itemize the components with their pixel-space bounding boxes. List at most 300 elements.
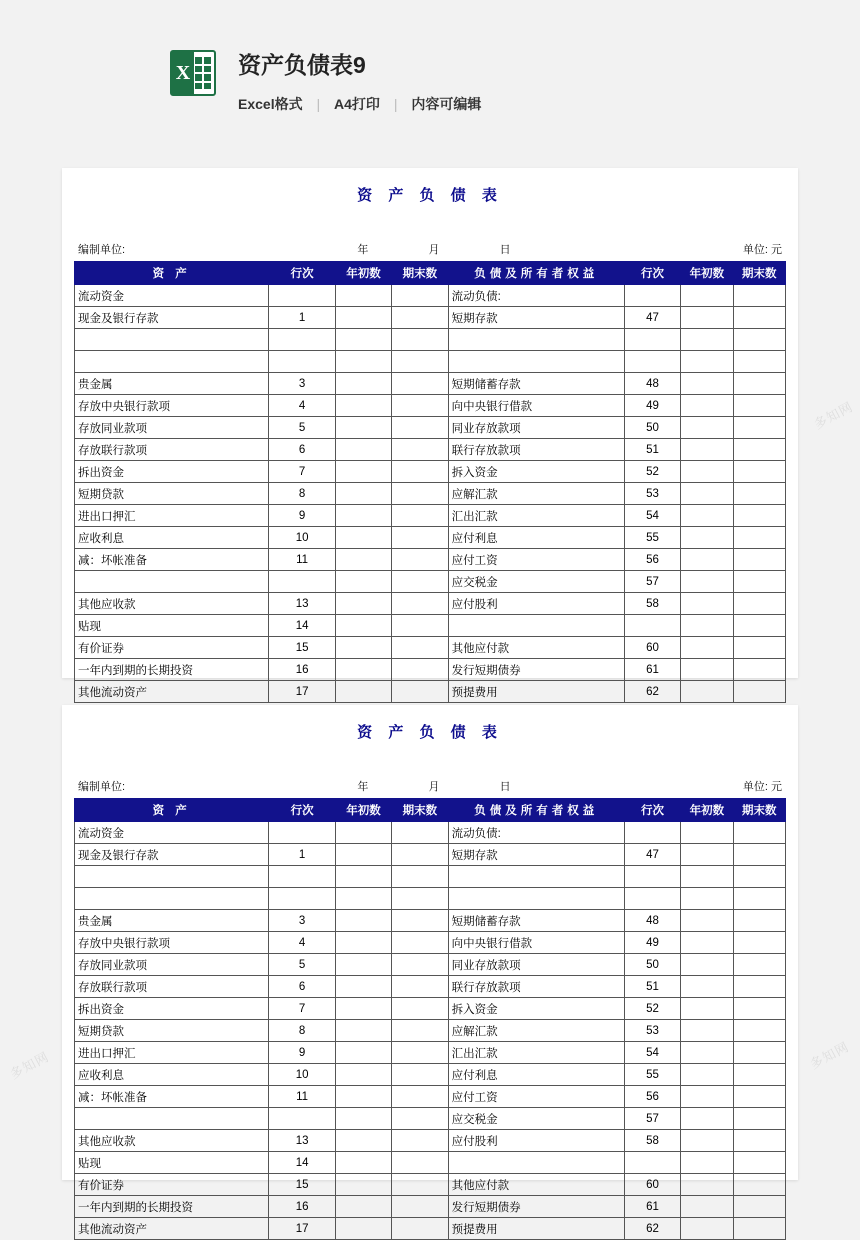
cell-asset-begin <box>335 866 391 888</box>
col-row-no-2: 行次 <box>624 262 680 285</box>
cell-liability-begin <box>681 351 733 373</box>
cell-liability-rowno: 62 <box>624 1218 680 1240</box>
cell-liability-rowno: 58 <box>624 593 680 615</box>
cell-liability-end <box>733 637 785 659</box>
cell-asset-name <box>75 329 269 351</box>
sheet-title-2: 资 产 负 债 表 <box>357 724 503 741</box>
table-row <box>75 637 786 659</box>
cell-liability-name: 汇出汇款 <box>448 505 624 527</box>
cell-liability-name: 联行存放款项 <box>448 439 624 461</box>
cell-liability-rowno: 53 <box>624 483 680 505</box>
col-begin-2b: 年初数 <box>681 799 733 822</box>
cell-liability-name: 其他应付款 <box>448 637 624 659</box>
cell-liability-end <box>733 932 785 954</box>
table-row <box>75 615 786 637</box>
cell-liability-rowno <box>624 866 680 888</box>
cell-asset-end <box>392 681 448 703</box>
cell-asset-rowno <box>269 822 335 844</box>
col-end-2b: 期末数 <box>733 799 785 822</box>
table-row <box>75 1130 786 1152</box>
col-liability-2: 负债及所有者权益 <box>448 799 624 822</box>
cell-asset-end <box>392 910 448 932</box>
table-row <box>75 417 786 439</box>
cell-liability-end <box>733 910 785 932</box>
cell-asset-name: 有价证券 <box>75 637 269 659</box>
cell-asset-name: 其他应收款 <box>75 593 269 615</box>
cell-liability-rowno: 60 <box>624 1174 680 1196</box>
cell-liability-name: 汇出汇款 <box>448 1042 624 1064</box>
cell-liability-begin <box>681 571 733 593</box>
cell-liability-begin <box>681 307 733 329</box>
cell-liability-rowno: 47 <box>624 307 680 329</box>
balance-sheet-table <box>74 261 786 703</box>
sheet-meta-row <box>74 241 786 261</box>
cell-liability-begin <box>681 976 733 998</box>
cell-asset-rowno: 6 <box>269 976 335 998</box>
cell-asset-name: 现金及银行存款 <box>75 844 269 866</box>
cell-liability-name: 应解汇款 <box>448 1020 624 1042</box>
cell-asset-begin <box>335 615 391 637</box>
cell-liability-rowno: 50 <box>624 417 680 439</box>
cell-asset-rowno: 13 <box>269 593 335 615</box>
table-row <box>75 395 786 417</box>
cell-asset-name: 流动资金 <box>75 822 269 844</box>
table-row <box>75 888 786 910</box>
cell-liability-name: 应付工资 <box>448 1086 624 1108</box>
table-row <box>75 844 786 866</box>
cell-liability-end <box>733 505 785 527</box>
cell-asset-begin <box>335 1108 391 1130</box>
cell-liability-begin <box>681 1196 733 1218</box>
meta-format: Excel格式 <box>238 95 303 112</box>
cell-asset-name <box>75 1108 269 1130</box>
cell-asset-begin <box>335 285 391 307</box>
cell-liability-end <box>733 1218 785 1240</box>
table-body-1 <box>75 285 786 703</box>
cell-liability-end <box>733 1064 785 1086</box>
cell-asset-name: 现金及银行存款 <box>75 307 269 329</box>
cell-asset-name: 贵金属 <box>75 910 269 932</box>
cell-asset-begin <box>335 910 391 932</box>
cell-asset-rowno: 8 <box>269 1020 335 1042</box>
cell-liability-end <box>733 329 785 351</box>
cell-liability-name: 拆入资金 <box>448 998 624 1020</box>
cell-liability-name: 流动负债: <box>448 285 624 307</box>
table-row <box>75 1174 786 1196</box>
cell-liability-end <box>733 307 785 329</box>
cell-liability-end <box>733 483 785 505</box>
cell-asset-rowno: 17 <box>269 1218 335 1240</box>
cell-asset-name: 拆出资金 <box>75 998 269 1020</box>
cell-liability-name <box>448 615 624 637</box>
cell-asset-rowno: 1 <box>269 844 335 866</box>
unit-label-2: 单位: 元 <box>742 781 782 793</box>
cell-asset-end <box>392 527 448 549</box>
cell-liability-end <box>733 593 785 615</box>
cell-liability-rowno: 52 <box>624 998 680 1020</box>
cell-liability-name: 预提费用 <box>448 681 624 703</box>
table-row <box>75 1020 786 1042</box>
cell-asset-begin <box>335 307 391 329</box>
cell-liability-name: 向中央银行借款 <box>448 395 624 417</box>
cell-liability-name: 应交税金 <box>448 1108 624 1130</box>
cell-asset-begin <box>335 461 391 483</box>
cell-liability-end <box>733 1130 785 1152</box>
cell-liability-rowno: 58 <box>624 1130 680 1152</box>
cell-asset-rowno <box>269 351 335 373</box>
cell-asset-end <box>392 1020 448 1042</box>
cell-asset-rowno: 15 <box>269 637 335 659</box>
cell-liability-name <box>448 351 624 373</box>
cell-asset-name: 存放同业款项 <box>75 954 269 976</box>
month-label: 月 <box>428 244 440 256</box>
balance-sheet-table-2 <box>74 798 786 1240</box>
cell-asset-name: 流动资金 <box>75 285 269 307</box>
col-asset-2: 资 产 <box>75 799 269 822</box>
cell-asset-begin <box>335 439 391 461</box>
cell-liability-name: 应付股利 <box>448 593 624 615</box>
table-row <box>75 1108 786 1130</box>
cell-liability-rowno: 56 <box>624 1086 680 1108</box>
table-row <box>75 659 786 681</box>
cell-liability-end <box>733 659 785 681</box>
excel-icon-grid <box>195 57 211 89</box>
cell-asset-end <box>392 1042 448 1064</box>
cell-asset-name: 进出口押汇 <box>75 1042 269 1064</box>
table-row <box>75 483 786 505</box>
cell-liability-name: 应交税金 <box>448 571 624 593</box>
cell-liability-rowno: 57 <box>624 571 680 593</box>
compiling-unit-label-2: 编制单位: <box>78 781 126 793</box>
cell-liability-rowno: 61 <box>624 659 680 681</box>
table-row <box>75 822 786 844</box>
cell-asset-name: 应收利息 <box>75 1064 269 1086</box>
cell-asset-end <box>392 329 448 351</box>
cell-asset-end <box>392 888 448 910</box>
cell-liability-end <box>733 1108 785 1130</box>
cell-liability-begin <box>681 1064 733 1086</box>
cell-liability-end <box>733 615 785 637</box>
cell-asset-begin <box>335 1086 391 1108</box>
cell-asset-begin <box>335 1020 391 1042</box>
table-row <box>75 461 786 483</box>
cell-liability-rowno <box>624 888 680 910</box>
cell-liability-name: 应解汇款 <box>448 483 624 505</box>
cell-asset-end <box>392 461 448 483</box>
cell-liability-end <box>733 1152 785 1174</box>
cell-asset-rowno <box>269 285 335 307</box>
cell-liability-name <box>448 329 624 351</box>
cell-liability-end <box>733 888 785 910</box>
cell-asset-name: 其他流动资产 <box>75 681 269 703</box>
excel-icon-letter: X <box>172 52 194 94</box>
cell-asset-rowno: 14 <box>269 615 335 637</box>
table-row <box>75 285 786 307</box>
cell-asset-name <box>75 888 269 910</box>
table-row <box>75 1196 786 1218</box>
cell-asset-end <box>392 1218 448 1240</box>
cell-asset-end <box>392 1130 448 1152</box>
cell-asset-name: 存放中央银行款项 <box>75 932 269 954</box>
unit-label: 单位: 元 <box>742 244 782 256</box>
table-row <box>75 1042 786 1064</box>
cell-liability-name: 其他应付款 <box>448 1174 624 1196</box>
table-row <box>75 681 786 703</box>
cell-asset-begin <box>335 571 391 593</box>
table-row <box>75 527 786 549</box>
cell-liability-name: 联行存放款项 <box>448 976 624 998</box>
cell-liability-name: 应付利息 <box>448 527 624 549</box>
cell-asset-rowno: 16 <box>269 1196 335 1218</box>
table-row <box>75 307 786 329</box>
cell-asset-rowno <box>269 888 335 910</box>
cell-asset-end <box>392 866 448 888</box>
cell-liability-begin <box>681 1108 733 1130</box>
table-row <box>75 932 786 954</box>
cell-liability-rowno: 54 <box>624 1042 680 1064</box>
cell-liability-rowno: 48 <box>624 373 680 395</box>
col-begin-b: 年初数 <box>335 799 391 822</box>
cell-liability-rowno: 55 <box>624 527 680 549</box>
cell-asset-rowno: 14 <box>269 1152 335 1174</box>
cell-asset-begin <box>335 1196 391 1218</box>
col-begin: 年初数 <box>335 262 391 285</box>
table-header-row <box>75 262 786 285</box>
cell-liability-end <box>733 373 785 395</box>
cell-asset-name <box>75 866 269 888</box>
cell-liability-end <box>733 681 785 703</box>
cell-asset-begin <box>335 351 391 373</box>
day-label: 日 <box>499 244 511 256</box>
cell-liability-rowno: 49 <box>624 395 680 417</box>
cell-liability-begin <box>681 373 733 395</box>
cell-asset-name: 贵金属 <box>75 373 269 395</box>
cell-asset-begin <box>335 637 391 659</box>
cell-asset-rowno: 4 <box>269 395 335 417</box>
cell-liability-rowno: 51 <box>624 439 680 461</box>
meta-separator-1: | <box>316 95 321 112</box>
sheet-meta-row-2 <box>74 778 786 798</box>
date-labels-2 <box>125 778 743 794</box>
cell-asset-name: 减：坏帐准备 <box>75 549 269 571</box>
col-row-no: 行次 <box>269 262 335 285</box>
cell-liability-begin <box>681 1042 733 1064</box>
cell-liability-end <box>733 395 785 417</box>
cell-asset-rowno: 10 <box>269 527 335 549</box>
cell-asset-begin <box>335 593 391 615</box>
cell-asset-end <box>392 417 448 439</box>
cell-liability-end <box>733 527 785 549</box>
cell-liability-begin <box>681 1086 733 1108</box>
table-row <box>75 373 786 395</box>
cell-asset-rowno: 11 <box>269 1086 335 1108</box>
cell-liability-begin <box>681 866 733 888</box>
cell-asset-end <box>392 1196 448 1218</box>
cell-liability-name: 向中央银行借款 <box>448 932 624 954</box>
cell-asset-end <box>392 307 448 329</box>
cell-liability-end <box>733 1020 785 1042</box>
cell-liability-rowno <box>624 285 680 307</box>
cell-liability-begin <box>681 549 733 571</box>
cell-liability-begin <box>681 822 733 844</box>
cell-liability-begin <box>681 395 733 417</box>
cell-asset-rowno: 13 <box>269 1130 335 1152</box>
cell-asset-end <box>392 1152 448 1174</box>
cell-asset-end <box>392 351 448 373</box>
cell-asset-end <box>392 1174 448 1196</box>
sheet-title: 资 产 负 债 表 <box>357 187 503 204</box>
cell-asset-end <box>392 505 448 527</box>
sheet-page-2 <box>62 705 798 1236</box>
cell-asset-rowno: 17 <box>269 681 335 703</box>
cell-asset-rowno <box>269 571 335 593</box>
cell-liability-rowno: 54 <box>624 505 680 527</box>
excel-file-icon <box>170 50 216 96</box>
table-row <box>75 998 786 1020</box>
cell-asset-end <box>392 1064 448 1086</box>
cell-asset-rowno: 15 <box>269 1174 335 1196</box>
cell-liability-rowno <box>624 822 680 844</box>
day-label-2: 日 <box>499 781 511 793</box>
cell-asset-begin <box>335 1174 391 1196</box>
cell-asset-end <box>392 615 448 637</box>
cell-asset-rowno: 11 <box>269 549 335 571</box>
cell-liability-end <box>733 1086 785 1108</box>
cell-liability-rowno <box>624 1152 680 1174</box>
cell-liability-begin <box>681 505 733 527</box>
cell-asset-end <box>392 998 448 1020</box>
cell-asset-name: 有价证券 <box>75 1174 269 1196</box>
cell-asset-begin <box>335 976 391 998</box>
cell-asset-rowno: 3 <box>269 910 335 932</box>
table-body-2 <box>75 822 786 1240</box>
cell-liability-name <box>448 1152 624 1174</box>
cell-liability-begin <box>681 932 733 954</box>
cell-liability-begin <box>681 417 733 439</box>
cell-liability-rowno: 50 <box>624 954 680 976</box>
cell-liability-name: 应付股利 <box>448 1130 624 1152</box>
cell-asset-begin <box>335 549 391 571</box>
cell-liability-rowno: 62 <box>624 681 680 703</box>
cell-liability-begin <box>681 844 733 866</box>
cell-asset-name: 存放联行款项 <box>75 976 269 998</box>
cell-asset-begin <box>335 888 391 910</box>
cell-asset-end <box>392 637 448 659</box>
cell-liability-begin <box>681 1020 733 1042</box>
table-header-row-2 <box>75 799 786 822</box>
cell-liability-end <box>733 1196 785 1218</box>
cell-liability-rowno: 61 <box>624 1196 680 1218</box>
cell-liability-begin <box>681 527 733 549</box>
cell-asset-rowno: 9 <box>269 505 335 527</box>
document-meta <box>238 94 481 114</box>
cell-asset-begin <box>335 681 391 703</box>
cell-liability-begin <box>681 285 733 307</box>
cell-asset-rowno <box>269 866 335 888</box>
cell-liability-rowno <box>624 615 680 637</box>
cell-liability-begin <box>681 593 733 615</box>
cell-asset-begin <box>335 998 391 1020</box>
cell-liability-rowno <box>624 351 680 373</box>
cell-liability-name: 预提费用 <box>448 1218 624 1240</box>
cell-asset-rowno: 10 <box>269 1064 335 1086</box>
cell-liability-end <box>733 976 785 998</box>
cell-asset-begin <box>335 1218 391 1240</box>
cell-liability-begin <box>681 1174 733 1196</box>
cell-liability-name: 发行短期债券 <box>448 659 624 681</box>
cell-liability-name: 流动负债: <box>448 822 624 844</box>
cell-liability-end <box>733 439 785 461</box>
cell-asset-end <box>392 844 448 866</box>
cell-liability-name: 短期储蓄存款 <box>448 373 624 395</box>
cell-liability-end <box>733 866 785 888</box>
table-row <box>75 351 786 373</box>
cell-asset-rowno: 7 <box>269 998 335 1020</box>
col-end: 期末数 <box>392 262 448 285</box>
compiling-unit-label: 编制单位: <box>78 244 126 256</box>
cell-asset-rowno: 3 <box>269 373 335 395</box>
cell-liability-begin <box>681 329 733 351</box>
sheet-page-1 <box>62 168 798 699</box>
meta-print: A4打印 <box>334 95 380 112</box>
col-row-no-2b: 行次 <box>624 799 680 822</box>
cell-asset-name: 贴现 <box>75 615 269 637</box>
year-label-2: 年 <box>357 781 369 793</box>
cell-liability-end <box>733 285 785 307</box>
cell-liability-begin <box>681 1218 733 1240</box>
cell-asset-end <box>392 822 448 844</box>
cell-asset-end <box>392 285 448 307</box>
cell-liability-begin <box>681 1130 733 1152</box>
cell-asset-rowno: 8 <box>269 483 335 505</box>
table-row <box>75 1064 786 1086</box>
cell-asset-rowno: 4 <box>269 932 335 954</box>
cell-liability-rowno: 56 <box>624 549 680 571</box>
cell-asset-begin <box>335 1152 391 1174</box>
meta-editable: 内容可编辑 <box>411 95 482 112</box>
cell-asset-name: 存放中央银行款项 <box>75 395 269 417</box>
cell-asset-end <box>392 571 448 593</box>
cell-asset-end <box>392 976 448 998</box>
table-row <box>75 910 786 932</box>
cell-liability-rowno: 60 <box>624 637 680 659</box>
cell-asset-name: 短期贷款 <box>75 1020 269 1042</box>
cell-asset-name: 一年内到期的长期投资 <box>75 1196 269 1218</box>
cell-liability-rowno: 53 <box>624 1020 680 1042</box>
cell-liability-begin <box>681 439 733 461</box>
cell-liability-begin <box>681 659 733 681</box>
cell-asset-begin <box>335 1064 391 1086</box>
cell-liability-name: 短期储蓄存款 <box>448 910 624 932</box>
cell-asset-begin <box>335 483 391 505</box>
cell-asset-end <box>392 1108 448 1130</box>
cell-liability-begin <box>681 461 733 483</box>
watermark-2: 多知网 <box>7 1048 52 1082</box>
cell-asset-begin <box>335 395 391 417</box>
cell-liability-end <box>733 461 785 483</box>
cell-liability-rowno: 55 <box>624 1064 680 1086</box>
cell-liability-name: 发行短期债券 <box>448 1196 624 1218</box>
cell-asset-end <box>392 932 448 954</box>
cell-asset-end <box>392 1086 448 1108</box>
cell-asset-end <box>392 659 448 681</box>
watermark-1: 多知网 <box>811 398 856 432</box>
cell-liability-end <box>733 549 785 571</box>
cell-asset-name: 一年内到期的长期投资 <box>75 659 269 681</box>
cell-liability-end <box>733 1174 785 1196</box>
cell-liability-name: 拆入资金 <box>448 461 624 483</box>
cell-asset-name: 拆出资金 <box>75 461 269 483</box>
